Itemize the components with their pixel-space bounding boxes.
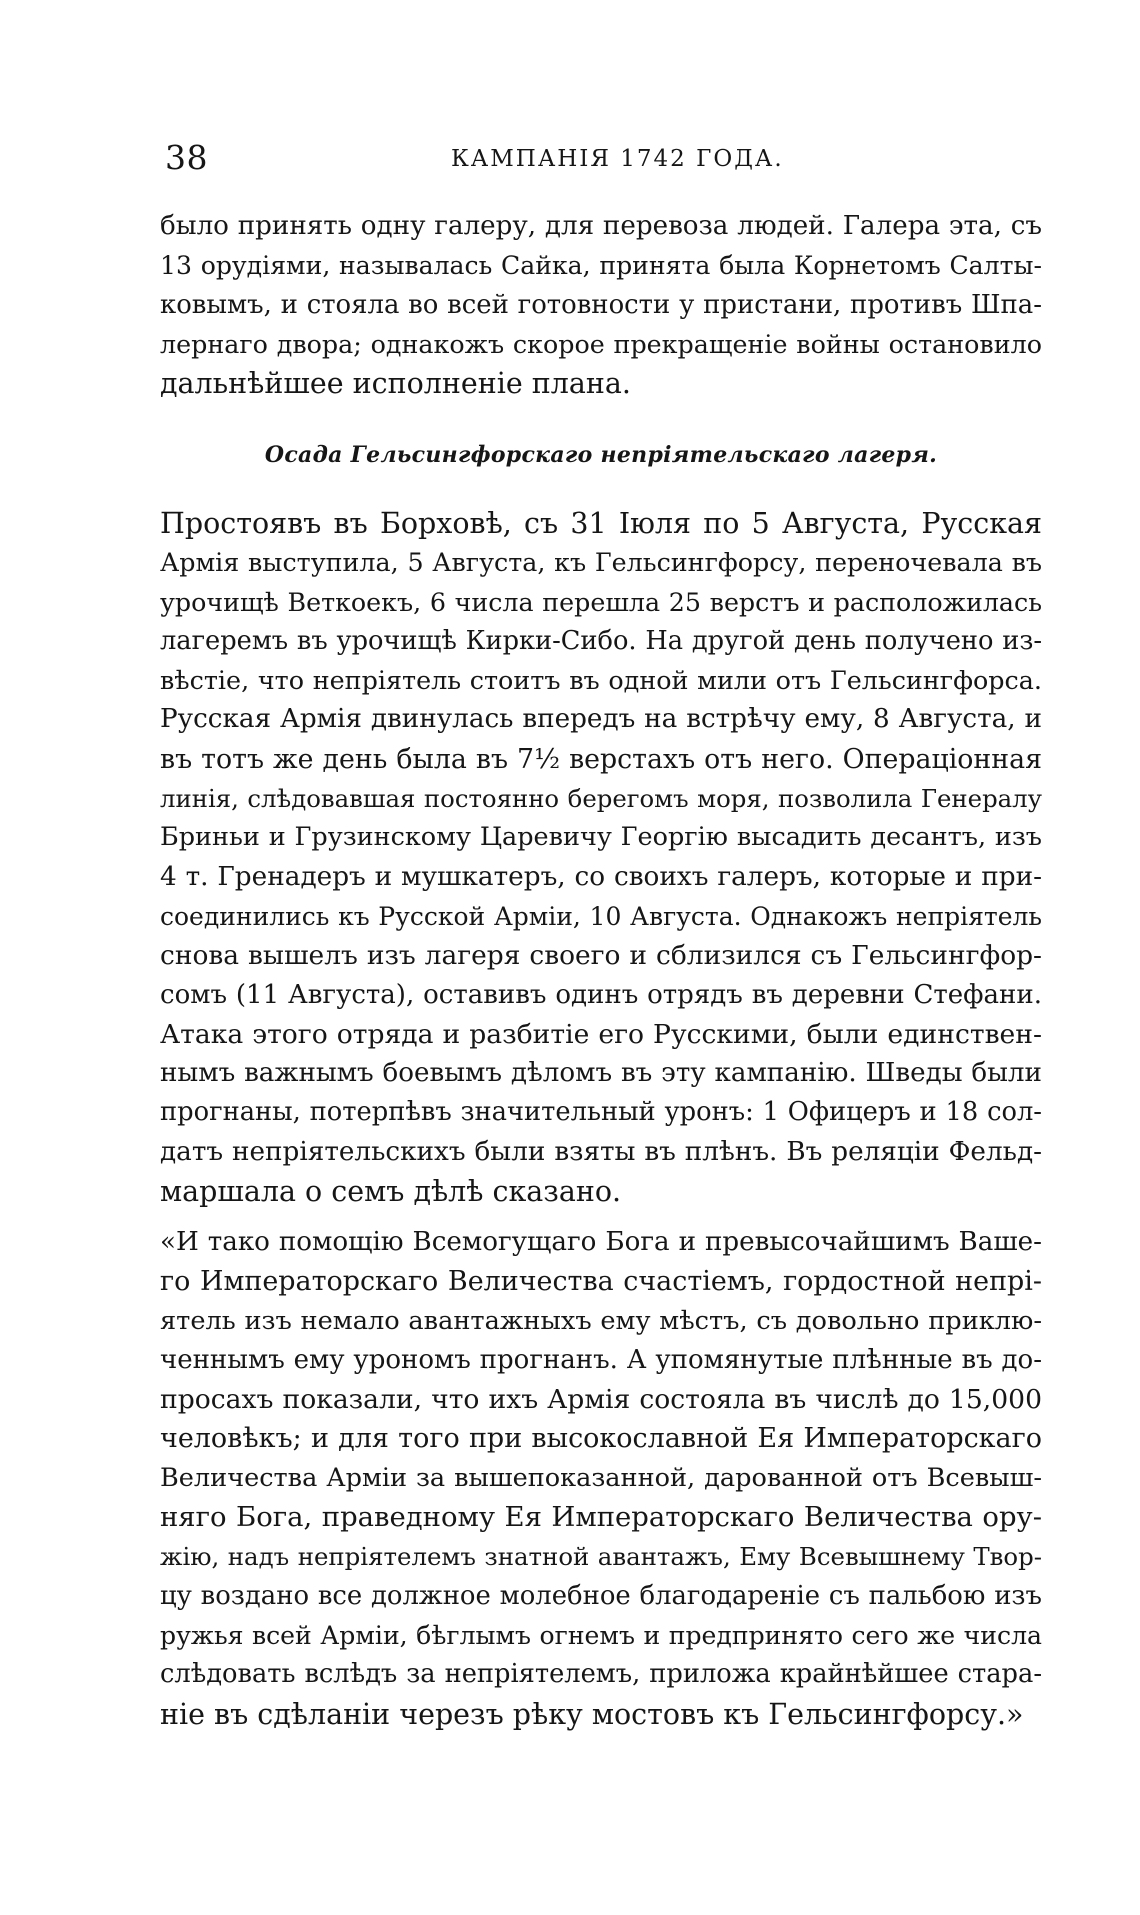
quote-line: го Императорскаго Величества счастіемъ, гордостной непрі- <box>160 1266 1042 1298</box>
text-line: маршала о семъ дѣлѣ сказано. <box>160 1175 622 1209</box>
paragraph-siege <box>160 504 1042 1211</box>
text-line: линія, слѣдовавшая постоянно берегомъ моря, позволила Генералу <box>160 784 1042 814</box>
text-line: дальнѣйшее исполненіе плана. <box>160 367 631 401</box>
text-line: урочищѣ Веткоекъ, 6 числа перешла 25 верстъ и расположилась <box>160 586 1042 617</box>
text-line: Простоявъ въ Борховѣ, съ 31 Іюля по 5 Августа, Русская <box>160 507 1042 540</box>
quote-line: цу воздано все должное молебное благодареніе съ пальбою изъ <box>160 1580 1042 1611</box>
text-line: соединились къ Русской Арміи, 10 Августа. Однакожъ непріятель <box>160 901 1042 931</box>
quote-line: ченнымъ ему урономъ прогнанъ. А упомянутые плѣнные въ до- <box>160 1344 1042 1375</box>
text-line: лернаго двора; однакожъ скорое прекращеніе войны остановило <box>160 328 1042 359</box>
text-line: нымъ важнымъ боевымъ дѣломъ въ эту кампанію. Шведы были <box>160 1058 1042 1089</box>
quote-line: няго Бога, праведному Ея Императорскаго Величества ору- <box>160 1501 1042 1534</box>
text-line: прогнаны, потерпѣвъ значительный уронъ: 1 Офицеръ и 18 сол- <box>160 1097 1042 1128</box>
text-line: лагеремъ въ урочищѣ Кирки-Сибо. На другой день получено из- <box>160 625 1042 656</box>
section-heading: Осада Гельсингфорскаго непріятельскаго лагеря. <box>264 442 938 468</box>
quote-line: «И тако помощію Всемогущаго Бога и превысочайшимъ Ваше- <box>160 1227 1042 1257</box>
quote-line: ятель изъ немало авантажныхъ ему мѣстъ, съ довольно приклю- <box>160 1305 1042 1336</box>
text-line: 4 т. Гренадеръ и мушкатеръ, со своихъ галеръ, которые и при- <box>160 861 1042 892</box>
text-line: датъ непріятельскихъ были взяты въ плѣнъ. Въ реляціи Фельд- <box>160 1136 1042 1167</box>
quotation-block <box>160 1223 1042 1734</box>
text-line: Бриньи и Грузинскому Царевичу Георгію высадить десантъ, изъ <box>160 822 1042 853</box>
running-title: КАМПАНІЯ 1742 ГОДА. <box>451 146 784 172</box>
text-line: 13 орудіями, называлась Сайка, принята была Корнетомъ Салты- <box>160 251 1042 281</box>
paragraph-galley <box>160 207 1042 403</box>
quote-line: ніе въ сдѣланіи черезъ рѣку мостовъ къ Гельсингфорсу.» <box>160 1697 1024 1731</box>
quote-line: ружья всей Арміи, бѣглымъ огнемъ и предпринято сего же числа <box>160 1620 1042 1650</box>
page-number: 38 <box>165 138 208 177</box>
quote-line: жію, надъ непріятелемъ знатной авантажъ, Ему Всевышнему Твор- <box>160 1542 1042 1572</box>
text-line: вѣстіе, что непріятель стоитъ въ одной мили отъ Гельсингфорса. <box>160 665 1042 696</box>
quote-line: слѣдовать вслѣдъ за непріятелемъ, приложа крайнѣйшее стара- <box>160 1659 1042 1690</box>
text-line: Атака этого отряда и разбитіе его Русскими, были единствен- <box>160 1018 1042 1050</box>
text-line: сомъ (11 Августа), оставивъ одинъ отрядъ въ деревни Стефани. <box>160 979 1042 1010</box>
text-line: снова вышелъ изъ лагеря своего и сблизился съ Гельсингфор- <box>160 940 1042 972</box>
text-line: ковымъ, и стояла во всей готовности у пристани, противъ Шпа- <box>160 289 1042 320</box>
running-head <box>165 138 1065 184</box>
quote-line: Величества Арміи за вышепоказанной, дарованной отъ Всевыш- <box>160 1462 1042 1493</box>
quote-line: просахъ показали, что ихъ Армія состояла въ числѣ до 15,000 <box>160 1384 1042 1416</box>
text-line: Русская Армія двинулась впередъ на встрѣчу ему, 8 Августа, и <box>160 704 1042 735</box>
text-line: Армія выступила, 5 Августа, къ Гельсингфорсу, переночевала въ <box>160 547 1042 578</box>
text-line: было принять одну галеру, для перевоза людей. Галера эта, съ <box>160 211 1042 241</box>
text-line: въ тотъ же день была въ 7½ верстахъ отъ него. Операціонная <box>160 743 1042 775</box>
quote-line: человѣкъ; и для того при высокославной Ея Императорскаго <box>160 1423 1042 1455</box>
